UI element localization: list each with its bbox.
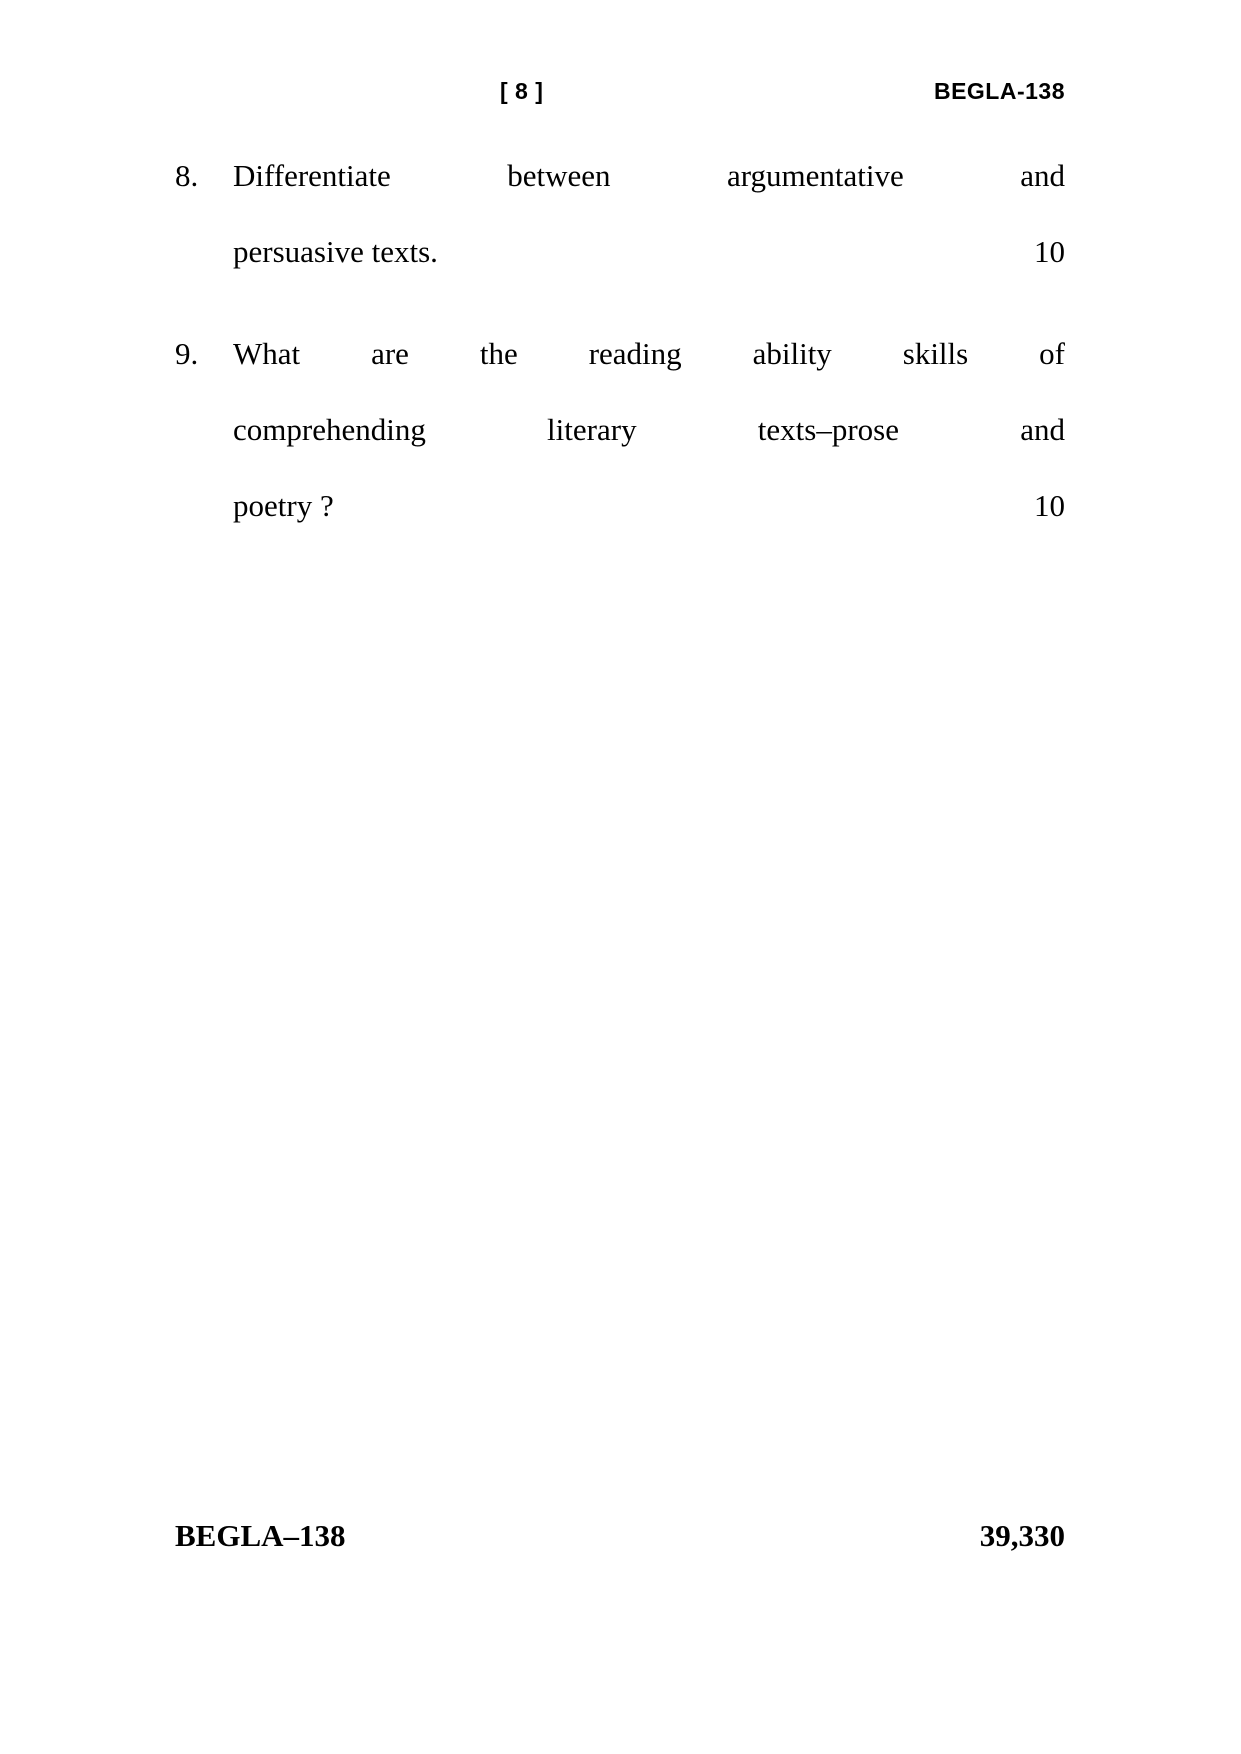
question-body bbox=[233, 316, 1065, 544]
page-footer bbox=[175, 1518, 1065, 1554]
footer-print-count: 39,330 bbox=[979, 1518, 1065, 1553]
question-number: 9. bbox=[175, 336, 199, 371]
question-text-last-line bbox=[233, 468, 1065, 544]
question-marks: 10 bbox=[1034, 234, 1065, 269]
question-text-line: comprehending literary texts–prose and bbox=[233, 412, 1065, 447]
question-body bbox=[233, 138, 1065, 290]
question-text-last-line bbox=[233, 214, 1065, 290]
question-item bbox=[175, 138, 1065, 290]
question-number: 8. bbox=[175, 158, 199, 193]
page-number: [ 8 ] bbox=[500, 78, 544, 104]
footer-paper-code: BEGLA–138 bbox=[175, 1518, 346, 1553]
question-item bbox=[175, 316, 1065, 544]
question-marks: 10 bbox=[1034, 488, 1065, 523]
question-text: poetry ? bbox=[233, 488, 334, 523]
question-text-line: What are the reading ability skills of bbox=[233, 336, 1065, 371]
question-text: persuasive texts. bbox=[233, 234, 438, 269]
header-paper-code: BEGLA-138 bbox=[933, 78, 1065, 104]
question-list bbox=[175, 138, 1065, 570]
question-text-line: Differentiate between argumentative and bbox=[233, 158, 1065, 193]
